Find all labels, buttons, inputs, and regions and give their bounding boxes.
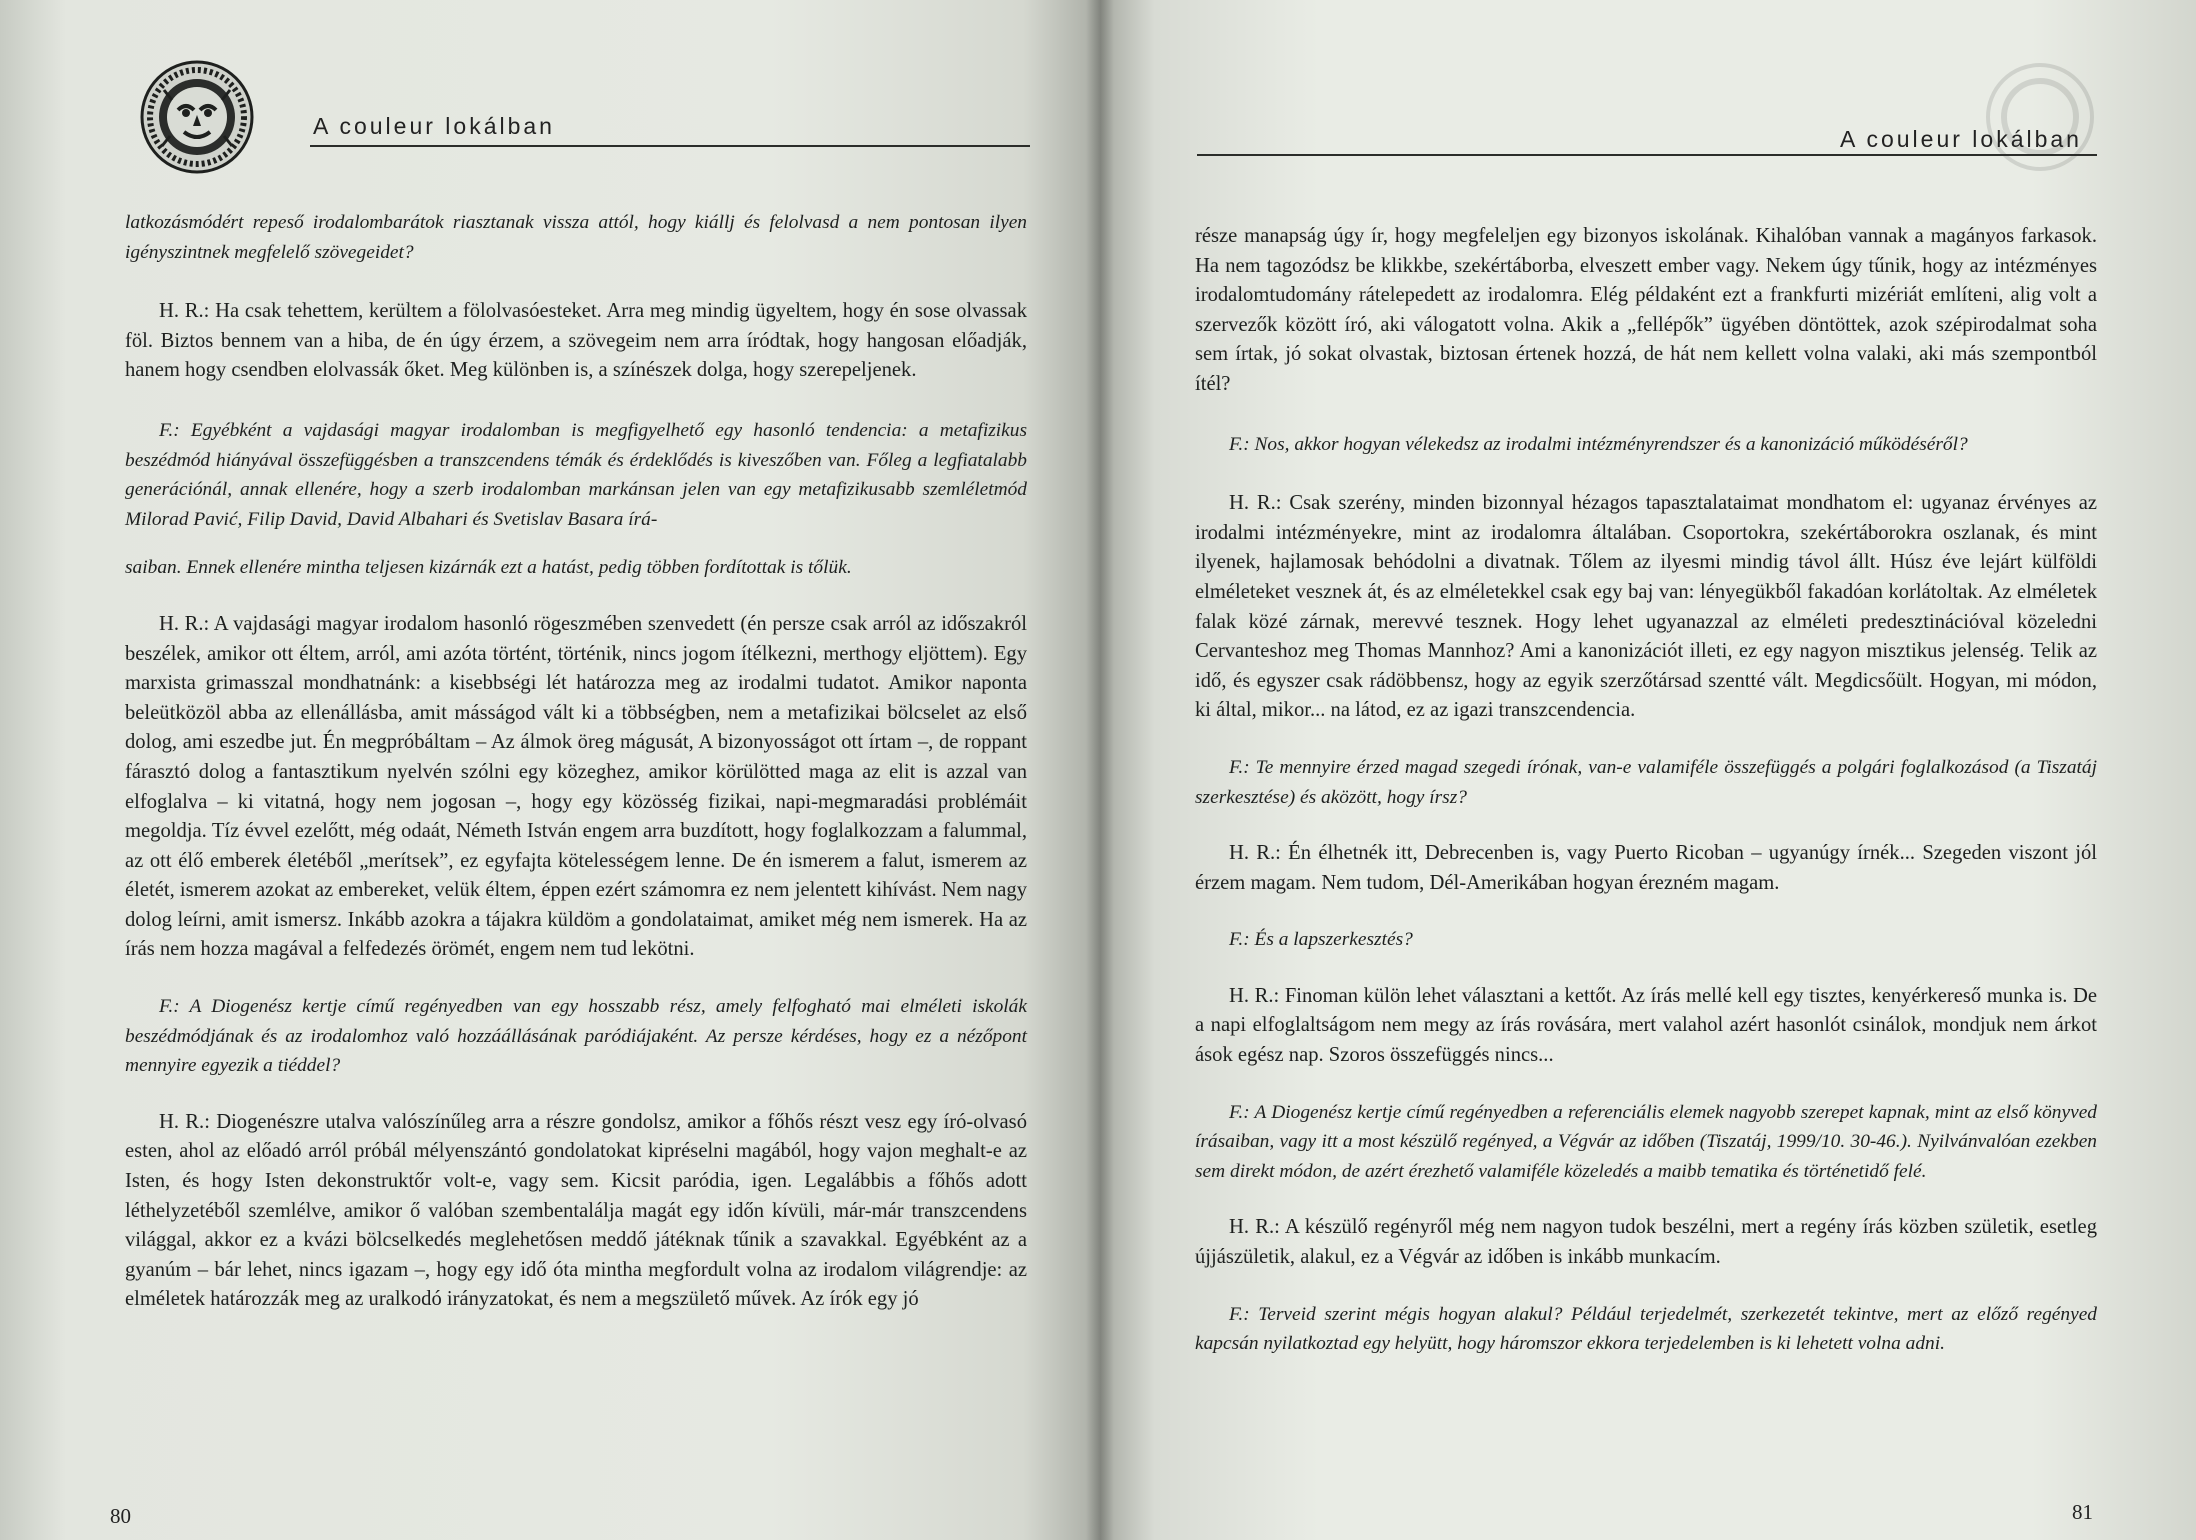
- interview-question: F.: Egyébként a vajdasági magyar irodalomban is megfigyelhető egy hasonló tendencia: a metafizikus beszédmód hiányával összefüggésben a transzcendens témák és érdeklődés is kiveszőben van. Főleg a legfiatalabb generációnál, annak ellenére, hogy a szerb irodalomban markánsan jelen van egy metafizikusabb szemléletmód Milorad Pavić, Filip David, David Albahari és Svetislav Basara írá-: [125, 419, 1027, 530]
- interview-answer: H. R.: Én élhetnék itt, Debrecenben is, vagy Puerto Ricoban – ugyanúgy írnék... Szegeden viszont jól érzem magam. Nem tudom, Dél-Amerikában hogyan érezném magam.: [1195, 842, 2097, 894]
- book-gutter: [1086, 0, 1114, 1540]
- header-rule-left: [310, 145, 1030, 147]
- header-rule-right: [1197, 154, 2097, 156]
- interview-question-continued: saiban. Ennek ellenére mintha teljesen kizárnák ezt a hatást, pedig többen fordítottak is tőlük.: [125, 557, 852, 579]
- interview-question: F.: A Diogenész kertje című regényedben van egy hosszabb rész, amely felfogható mai elméleti iskolák beszédmódjának és az irodalomhoz való hozzáállásának paródiájaként. Az persze kérdéses, hogy ez a nézőpont mennyire egyezik a tiéddel?: [125, 996, 1027, 1077]
- interview-question: F.: Te mennyire érzed magad szegedi írónak, van-e valamiféle összefüggés a polgári foglalkozásod (a Tiszatáj szerkesztése) és aközött, hogy írsz?: [1195, 756, 2097, 808]
- left-text-column: [125, 208, 1027, 1342]
- interview-answer: H. R.: A vajdasági magyar irodalom hasonló rögeszmében szenvedett (én persze csak arról az időszakról beszélek, amikor ott éltem, arról, ami azóta történt, történik, nincs jogom ítélkezni, merthogy eljöttem). Egy marxista grimasszal mondhatnánk: a kisebbségi lét határozza meg az irodalmi tudatot. Amikor naponta beleütközöl abba az ellenállásba, amit másságod vált ki a többségben, nem a metafizikai bölcselet az első dolog, ami eszedbe jut. Én megpróbáltam – Az álmok öreg mágusát, A bizonyosságot ott írtam –, de roppant fárasztó dolog a fantasztikum nyelvén szólni egy közeghez, amikor körülötted maga az elit is azzal van elfoglalva – ki vitatná, hogy nem jogosan –, hogy egy közösség fizikai, napi-megmaradási problémáit megoldja. Tíz évvel ezelőtt, még odaát, Németh István engem arra buzdított, hogy foglalkozzam a falummal, az ott élő emberek életéből „merítsek”, ez egyfajta kötelességem lenne. De én ismerem a falut, ismerem az életét, ismerem azokat az embereket, velük éltem, éppen ezért számomra ez nem jelentett kihívást. Nem nagy dolog leírni, amit ismersz. Inkább azokra a tájakra küldöm a gondolataimat, amiket még nem ismerek. Ha az írás nem hozza magával a felfedezés örömét, engem nem tud lekötni.: [125, 612, 1027, 961]
- running-head-right: A couleur lokálban: [1840, 126, 2082, 152]
- interview-answer-continued: része manapság úgy ír, hogy megfeleljen egy bizonyos iskolának. Kihalóban vannak a magányos farkasok. Ha nem tagozódsz be klikkbe, szekértáborba, elveszett ember vagy. Nekem úgy tűnik, hogy az intézményes irodalomtudomány rátelepedett az irodalomra. Elég példaként ezt a frankfurti mizériát említeni, alig volt a szervezők között író, aki válogatott volna. Akik a „fellépők” ügyében döntöttek, azok szépirodalmat soha sem írtak, jó sokat olvastak, biztosan értenek hozzá, de hát nem kellett volna valaki, aki más szempontból ítél?: [1195, 225, 2097, 395]
- interview-answer: H. R.: Ha csak tehettem, kerültem a fölolvasóesteket. Arra meg mindig ügyeltem, hogy én sose olvassak föl. Biztos bennem van a hiba, de én úgy érzem, a szövegeim nem arra íródtak, hogy hangosan előadják, hanem hogy csendben elolvassák őket. Meg különben is, a színészek dolga, hogy szerepeljenek.: [125, 300, 1027, 382]
- page-number-right: 81: [2072, 1500, 2093, 1524]
- sun-face-seal-icon: [140, 60, 254, 174]
- right-page: [1100, 0, 2196, 1540]
- interview-answer: H. R.: Finoman külön lehet választani a kettőt. Az írás mellé kell egy tisztes, kenyérkereső munka is. De a napi elfoglaltságom nem megy az írás rovására, mert valahol azért hasonlót csinálok, mondjuk nem árkot ások egész nap. Szoros összefüggés nincs...: [1195, 984, 2097, 1067]
- running-head-left: A couleur lokálban: [313, 113, 555, 139]
- interview-question: F.: Terveid szerint mégis hogyan alakul? Például terjedelmét, szerkezetét tekintve, mert az előző regényed kapcsán nyilatkoztad egy helyütt, hogy háromszor ekkora terjedelemben is ki lehetett volna adni.: [1195, 1303, 2097, 1355]
- interview-answer: H. R.: A készülő regényről még nem nagyon tudok beszélni, mert a regény írás közben születik, esetleg újjászületik, alakul, ez a Végvár az időben is inkább munkacím.: [1195, 1216, 2097, 1269]
- interview-answer: H. R.: Diogenészre utalva valószínűleg arra a részre gondolsz, amikor a főhős részt vesz egy író-olvasó esten, ahol az előadó arról próbál mélyenszántó gondolatokat kipréselni magából, hogy vajon meghalt-e az Isten, és hogy Isten dekonstruktőr volt-e, vagy sem. Kicsit paródia, igen. Legalábbis a főhős adott léthelyzetéből szemlélve, amikor ő valóban szembentalálja magát egy időn kívüli, már-már transzcendens világgal, akkor ez a kvázi bölcselkedés meglehetősen meddő játéknak tűnik a szavakkal. Egyébként az a gyanúm – bár lehet, nincs igazam –, hogy egy idő óta mintha megfordult volna az irodalom világrendje: az elméletek határozzák meg az uralkodó irányzatokat, és nem a megszülető művek. Az írók egy jó: [125, 1110, 1027, 1311]
- interview-answer: H. R.: Csak szerény, minden bizonnyal hézagos tapasztalataimat mondhatom el: ugyanaz érvényes az irodalmi intézményekre, mint az irodalomra általában. Csoportokra, szekértáborokra oszlanak, és mint ilyenek, hajlamosak behódolni a divatnak. Tőlem az ilyesmi mindig távol állt. Húsz éve lejárt külföldi elméleteket vesznek át, és az elméletekkel csak egy baj van: lényegükből fakadóan korlátoltak. Az elméletek falak közé zárnak, merevvé tesznek. Hogy lehet ugyanazzal az elméleti predesztinációval közeledni Cervanteshoz meg Thomas Mannhoz? Ami a kanonizációt illeti, ez egy nagyon misztikus jelenség. Telik az idő, és egyszer csak rádöbbensz, hogy az egyik szerzőtársad szentté vált. Megdicsőült. Hogyan, mi módon, ki által, mikor... na látod, ez az igazi transzcendencia.: [1195, 492, 2097, 722]
- right-text-column: [1195, 222, 2097, 1386]
- page-number-left: 80: [110, 1504, 131, 1528]
- interview-question: F.: Nos, akkor hogyan vélekedsz az irodalmi intézményrendszer és a kanonizáció működéséről?: [1229, 433, 1968, 455]
- interview-question: F.: És a lapszerkesztés?: [1229, 929, 1413, 951]
- interview-question: F.: A Diogenész kertje című regényedben a referenciális elemek nagyobb szerepet kapnak, mint az első könyved írásaiban, vagy itt a most készülő regényed, a Végvár az időben (Tiszatáj, 1999/10. 30-46.). Nyilvánvalóan ezekben sem direkt módon, de azért érezhető valamiféle közeledés a maibb tematika és történetidő felé.: [1195, 1101, 2097, 1182]
- interview-question: latkozásmódért repeső irodalombarátok riasztanak vissza attól, hogy kiállj és felolvasd a nem pontosan ilyen igényszintnek megfelelő szövegeidet?: [125, 212, 1027, 263]
